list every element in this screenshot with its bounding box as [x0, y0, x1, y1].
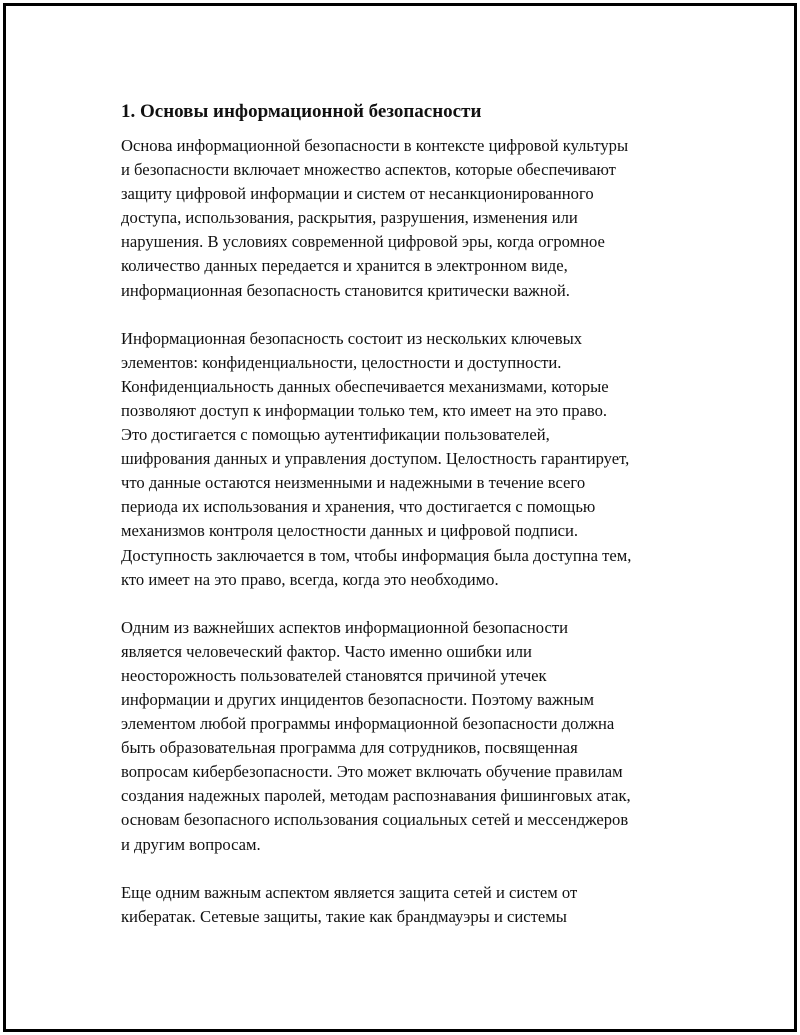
paragraph-line: и безопасности включает множество аспектов, которые обеспечивают — [121, 160, 616, 180]
paragraph-line: основам безопасного использования социальных сетей и мессенджеров — [121, 810, 629, 830]
paragraph-line: позволяют доступ к информации только тем, кто имеет на это право. — [121, 400, 608, 420]
paragraph-line: количество данных передается и хранится в электронном виде, — [121, 256, 568, 276]
paragraph-line: Информационная безопасность состоит из нескольких ключевых — [121, 328, 583, 348]
paragraph-line: защиту цифровой информации и систем от несанкционированного — [121, 184, 594, 204]
paragraph-line: Это достигается с помощью аутентификации пользователей, — [121, 425, 550, 445]
paragraph-line: Конфиденциальность данных обеспечивается механизмами, которые — [121, 376, 609, 396]
paragraph-line: что данные остаются неизменными и надежными в течение всего — [121, 473, 586, 493]
paragraph-line: и другим вопросам. — [121, 834, 261, 854]
paragraph-line: является человеческий фактор. Часто именно ошибки или — [121, 641, 532, 661]
page-frame — [3, 3, 797, 1032]
paragraph — [121, 616, 701, 857]
paragraph-line: доступа, использования, раскрытия, разрушения, изменения или — [121, 208, 578, 228]
paragraph-line: механизмов контроля целостности данных и цифровой подписи. — [121, 521, 578, 541]
paragraph-line: информационная безопасность становится критически важной. — [121, 280, 570, 300]
paragraph-line: кто имеет на это право, всегда, когда это необходимо. — [121, 569, 499, 589]
paragraph — [121, 134, 701, 303]
paragraph-line: элементом любой программы информационной безопасности должна — [121, 714, 615, 734]
paragraph-line: Основа информационной безопасности в контексте цифровой культуры — [121, 136, 629, 155]
paragraph-line: периода их использования и хранения, что достигается с помощью — [121, 497, 596, 517]
paragraph-line: шифрования данных и управления доступом. Целостность гарантирует, — [121, 449, 630, 469]
paragraph — [121, 881, 701, 929]
paragraph-line: Одним из важнейших аспектов информационной безопасности — [121, 617, 569, 637]
paragraph-line: вопросам кибербезопасности. Это может включать обучение правилам — [121, 762, 623, 782]
paragraphs-container — [121, 134, 701, 929]
paragraph-line: создания надежных паролей, методам распознавания фишинговых атак, — [121, 786, 631, 806]
paragraph-line: неосторожность пользователей становятся причиной утечек — [121, 665, 547, 685]
paragraph-line: Доступность заключается в том, чтобы информация была доступна тем, — [121, 545, 632, 565]
paragraph-line: элементов: конфиденциальности, целостности и доступности. — [121, 352, 562, 372]
paragraph-line: информации и других инцидентов безопасности. Поэтому важным — [121, 689, 594, 709]
paragraph-line: Еще одним важным аспектом является защита сетей и систем от — [121, 882, 578, 902]
paragraph-line: кибератак. Сетевые защиты, такие как брандмауэры и системы — [121, 906, 567, 926]
document-body — [121, 98, 701, 953]
paragraph-line: нарушения. В условиях современной цифровой эры, когда огромное — [121, 232, 605, 252]
paragraph-line: быть образовательная программа для сотрудников, посвященная — [121, 738, 578, 758]
paragraph — [121, 327, 701, 592]
section-heading: 1. Основы информационной безопасности — [121, 101, 482, 122]
